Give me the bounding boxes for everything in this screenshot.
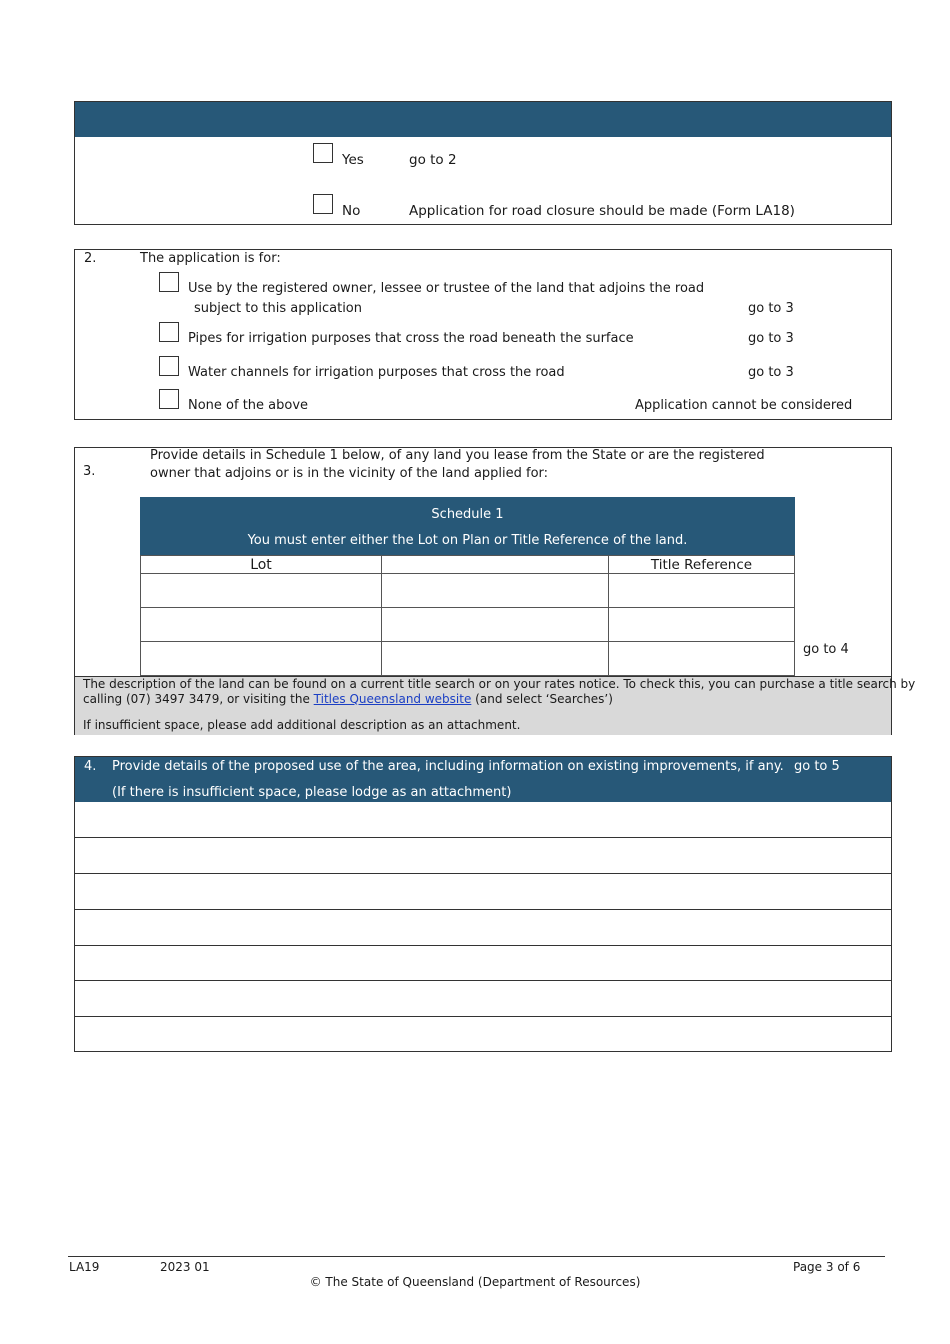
lot-input-3[interactable] bbox=[141, 642, 382, 676]
title-reference-input-2[interactable] bbox=[609, 608, 795, 642]
footer-version: 2023 01 bbox=[160, 1260, 210, 1274]
option-water-channels-checkbox[interactable] bbox=[159, 356, 179, 376]
title-reference-input-1[interactable] bbox=[609, 574, 795, 608]
note-line-2-prefix: calling (07) 3497 3479, or visiting the bbox=[83, 692, 310, 706]
yes-note: go to 2 bbox=[409, 152, 457, 168]
lot-input-1[interactable] bbox=[141, 574, 382, 608]
option-water-channels-label: Water channels for irrigation purposes that cross the road bbox=[188, 365, 565, 380]
option-pipes-label: Pipes for irrigation purposes that cross the road beneath the surface bbox=[188, 331, 634, 346]
section-3-question-line2: owner that adjoins or is in the vicinity of the land applied for: bbox=[150, 466, 549, 481]
footer-copyright: © The State of Queensland (Department of Resources) bbox=[309, 1275, 641, 1289]
section-4-goto: go to 5 bbox=[794, 759, 840, 774]
no-checkbox[interactable] bbox=[313, 194, 333, 214]
option-none-label: None of the above bbox=[188, 398, 309, 413]
note-line-2 bbox=[83, 692, 613, 707]
section-4-subnote: (If there is insufficient space, please lodge as an attachment) bbox=[112, 785, 512, 800]
yes-checkbox[interactable] bbox=[313, 143, 333, 163]
option-water-channels-goto: go to 3 bbox=[748, 365, 794, 380]
section-2-title: The application is for: bbox=[140, 251, 281, 266]
section-4-header bbox=[75, 757, 891, 802]
footer-page-number: Page 3 of 6 bbox=[793, 1260, 861, 1274]
plan-input-3[interactable] bbox=[382, 642, 609, 676]
note-line-1: The description of the land can be found on a current title search or on your rates notice. To check this, you can purchase a title search by bbox=[83, 677, 916, 691]
details-line-2[interactable] bbox=[75, 873, 891, 874]
schedule-1-header bbox=[140, 497, 795, 555]
no-note: Application for road closure should be made (Form LA18) bbox=[409, 203, 795, 219]
section-4-number: 4. bbox=[84, 759, 97, 774]
section-3-number: 3. bbox=[83, 464, 96, 479]
details-line-1[interactable] bbox=[75, 837, 891, 838]
option-pipes-checkbox[interactable] bbox=[159, 322, 179, 342]
section-4 bbox=[74, 756, 892, 1052]
details-line-5[interactable] bbox=[75, 980, 891, 981]
option-pipes-goto: go to 3 bbox=[748, 331, 794, 346]
footer-rule bbox=[68, 1256, 885, 1257]
column-header-lot: Lot bbox=[141, 556, 382, 574]
column-header-plan bbox=[382, 556, 609, 574]
details-line-6[interactable] bbox=[75, 1016, 891, 1017]
footer-form-code: LA19 bbox=[69, 1260, 100, 1274]
titles-queensland-link[interactable]: Titles Queensland website bbox=[313, 692, 472, 706]
details-line-3[interactable] bbox=[75, 909, 891, 910]
option-none-note: Application cannot be considered bbox=[635, 398, 853, 413]
plan-input-1[interactable] bbox=[382, 574, 609, 608]
column-header-title-reference: Title Reference bbox=[609, 556, 795, 574]
no-label: No bbox=[342, 203, 361, 219]
section-1-header bbox=[75, 102, 891, 137]
note-line-2-suffix: (and select ‘Searches’) bbox=[475, 692, 613, 706]
section-4-question: Provide details of the proposed use of the area, including information on existing improvements, if any. bbox=[112, 759, 784, 774]
yes-label: Yes bbox=[342, 152, 364, 168]
section-3-note bbox=[75, 676, 916, 735]
note-line-3: If insufficient space, please add additional description as an attachment. bbox=[83, 718, 521, 732]
lot-input-2[interactable] bbox=[141, 608, 382, 642]
plan-input-2[interactable] bbox=[382, 608, 609, 642]
title-reference-input-3[interactable] bbox=[609, 642, 795, 676]
schedule-1-subtitle: You must enter either the Lot on Plan or Title Reference of the land. bbox=[247, 533, 688, 548]
details-line-4[interactable] bbox=[75, 945, 891, 946]
section-3-goto: go to 4 bbox=[803, 642, 849, 657]
section-3-question-line1: Provide details in Schedule 1 below, of any land you lease from the State or are the registered bbox=[150, 448, 765, 463]
schedule-1-table bbox=[140, 555, 795, 676]
option-none-checkbox[interactable] bbox=[159, 389, 179, 409]
section-2-number: 2. bbox=[84, 251, 97, 266]
schedule-1-title: Schedule 1 bbox=[431, 507, 504, 522]
option-adjoining-owner-checkbox[interactable] bbox=[159, 272, 179, 292]
option-adjoining-owner-label: Use by the registered owner, lessee or trustee of the land that adjoins the road bbox=[188, 281, 705, 296]
option-adjoining-owner-goto: go to 3 bbox=[748, 301, 794, 316]
option-adjoining-owner-label-cont: subject to this application bbox=[194, 301, 362, 316]
